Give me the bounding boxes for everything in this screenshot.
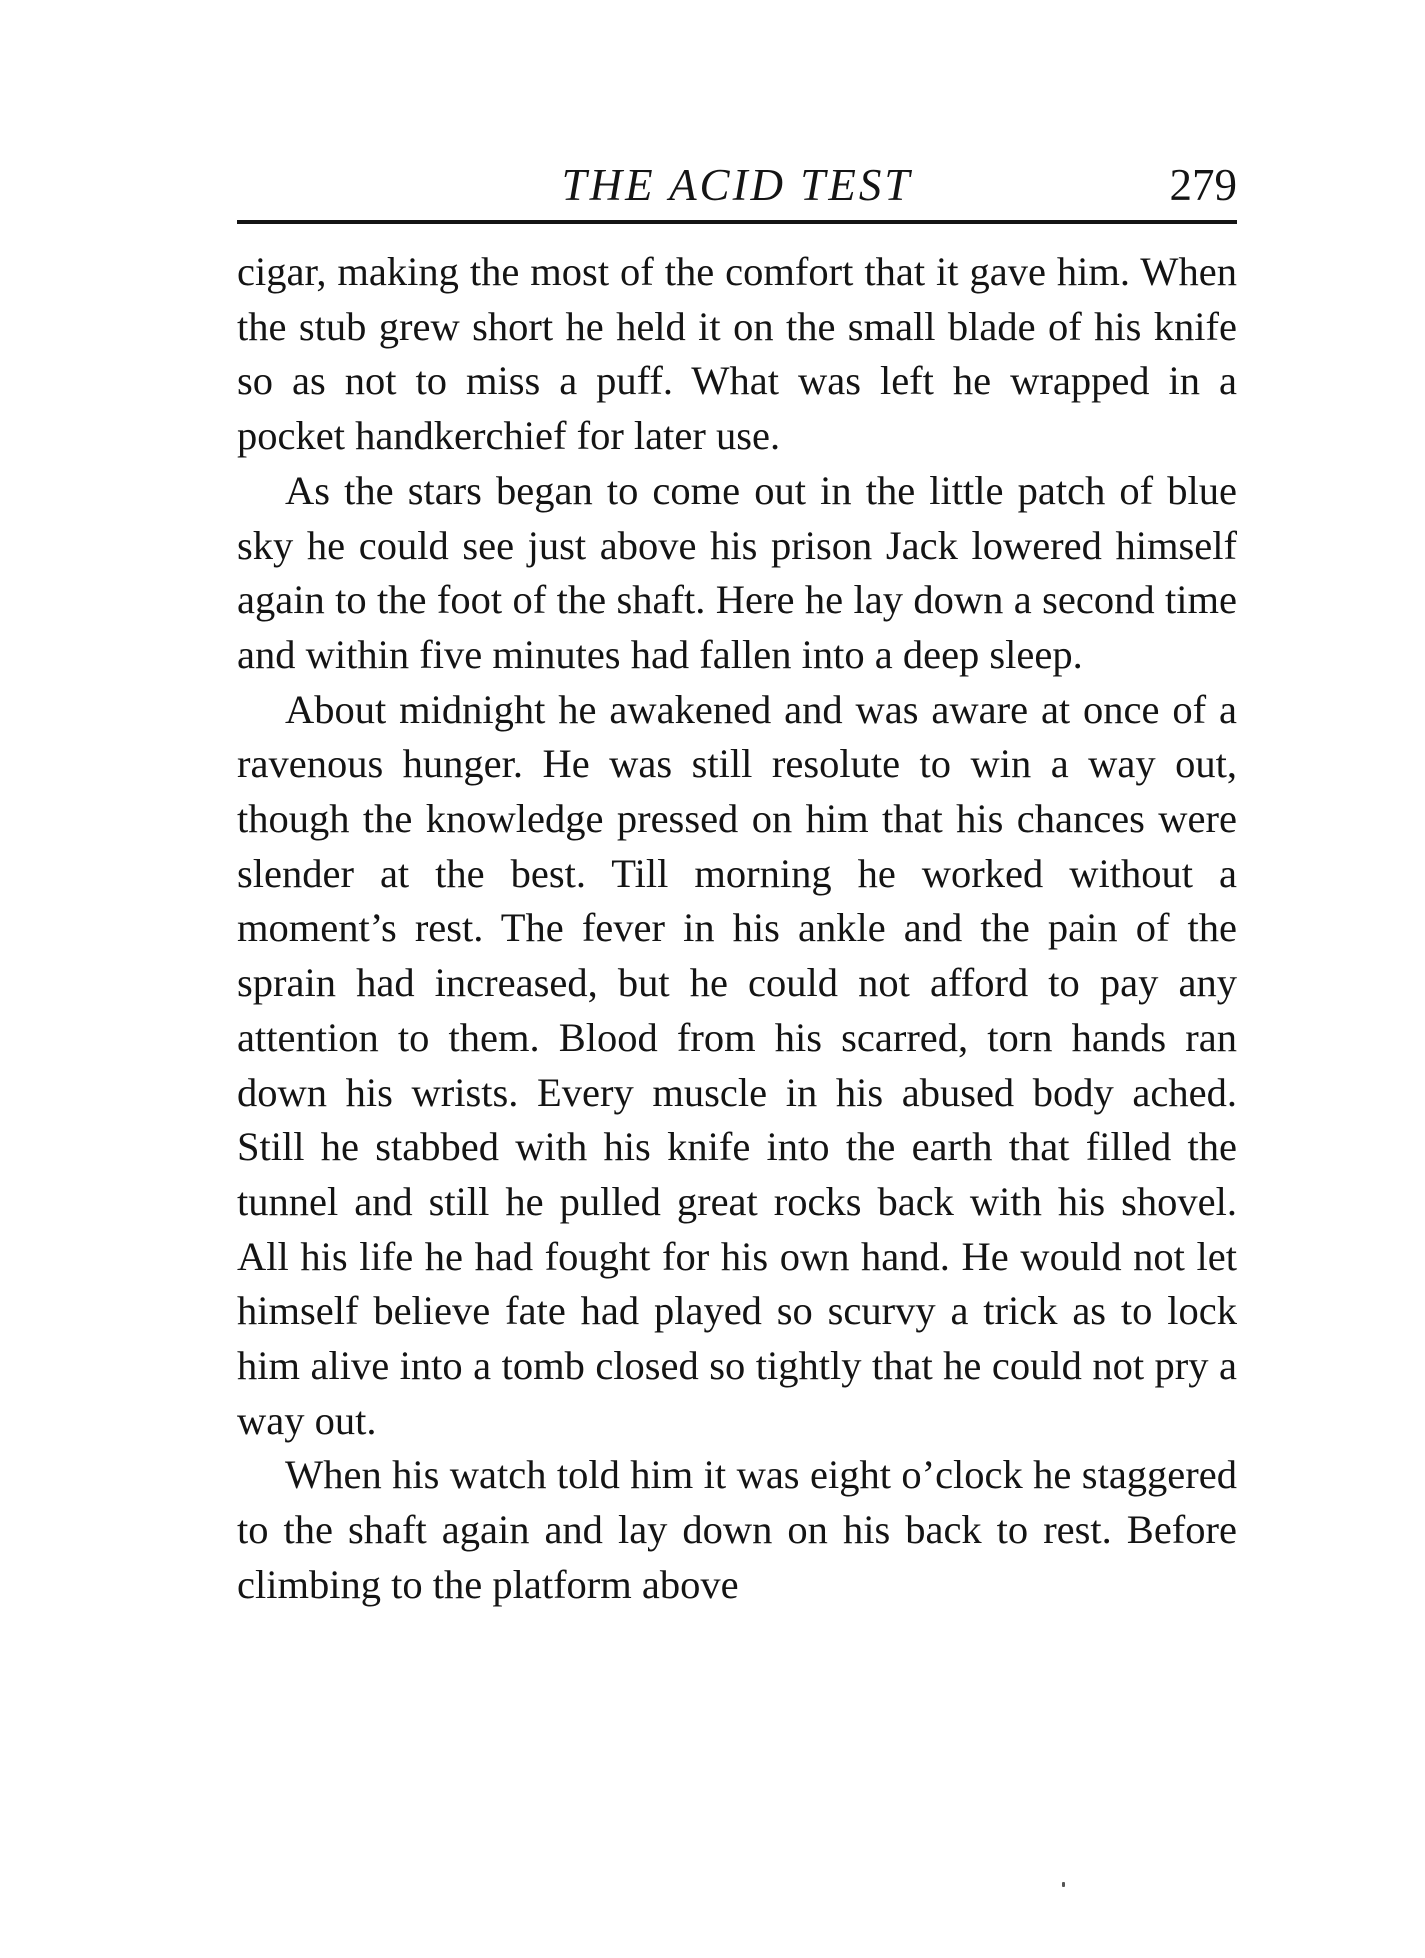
paragraph-4: When his watch told him it was eight o’clock he staggered to the shaft again and lay down on his back to rest. Before climbing to the platform above xyxy=(237,1452,1237,1607)
print-speck xyxy=(1062,1882,1065,1887)
body-text xyxy=(237,245,1237,1613)
paragraph-3: About midnight he awakened and was aware at once of a ravenous hunger. He was still resolute to win a way out, though the knowledge pressed on him that his chances were slender at the best. Till morning he worked without a moment’s rest. The fever in his ankle and the pain of the sprain had increased, but he could not afford to pay any attention to them. Blood from his scarred, torn hands ran down his wrists. Every muscle in his abused body ached. Still he stabbed with his knife into the earth that filled the tunnel and still he pulled great rocks back with his shovel. All his life he had fought for his own hand. He would not let himself believe fate had played so scurvy a trick as to lock him alive into a tomb closed so tightly that he could not pry a way out. xyxy=(237,686,1237,1443)
paragraph-1: cigar, making the most of the comfort that it gave him. When the stub grew short he held it on the small blade of his knife so as not to miss a puff. What was left he wrapped in a pocket handkerchief for later use. xyxy=(237,249,1237,459)
paragraph-2: As the stars began to come out in the little patch of blue sky he could see just above his prison Jack lowered himself again to the foot of the shaft. Here he lay down a second time and within five minutes had fallen into a deep sleep. xyxy=(237,467,1237,677)
header-rule xyxy=(237,220,1237,224)
page-header xyxy=(237,155,1237,217)
running-title: THE ACID TEST xyxy=(561,160,913,210)
page-number: 279 xyxy=(1169,160,1237,210)
